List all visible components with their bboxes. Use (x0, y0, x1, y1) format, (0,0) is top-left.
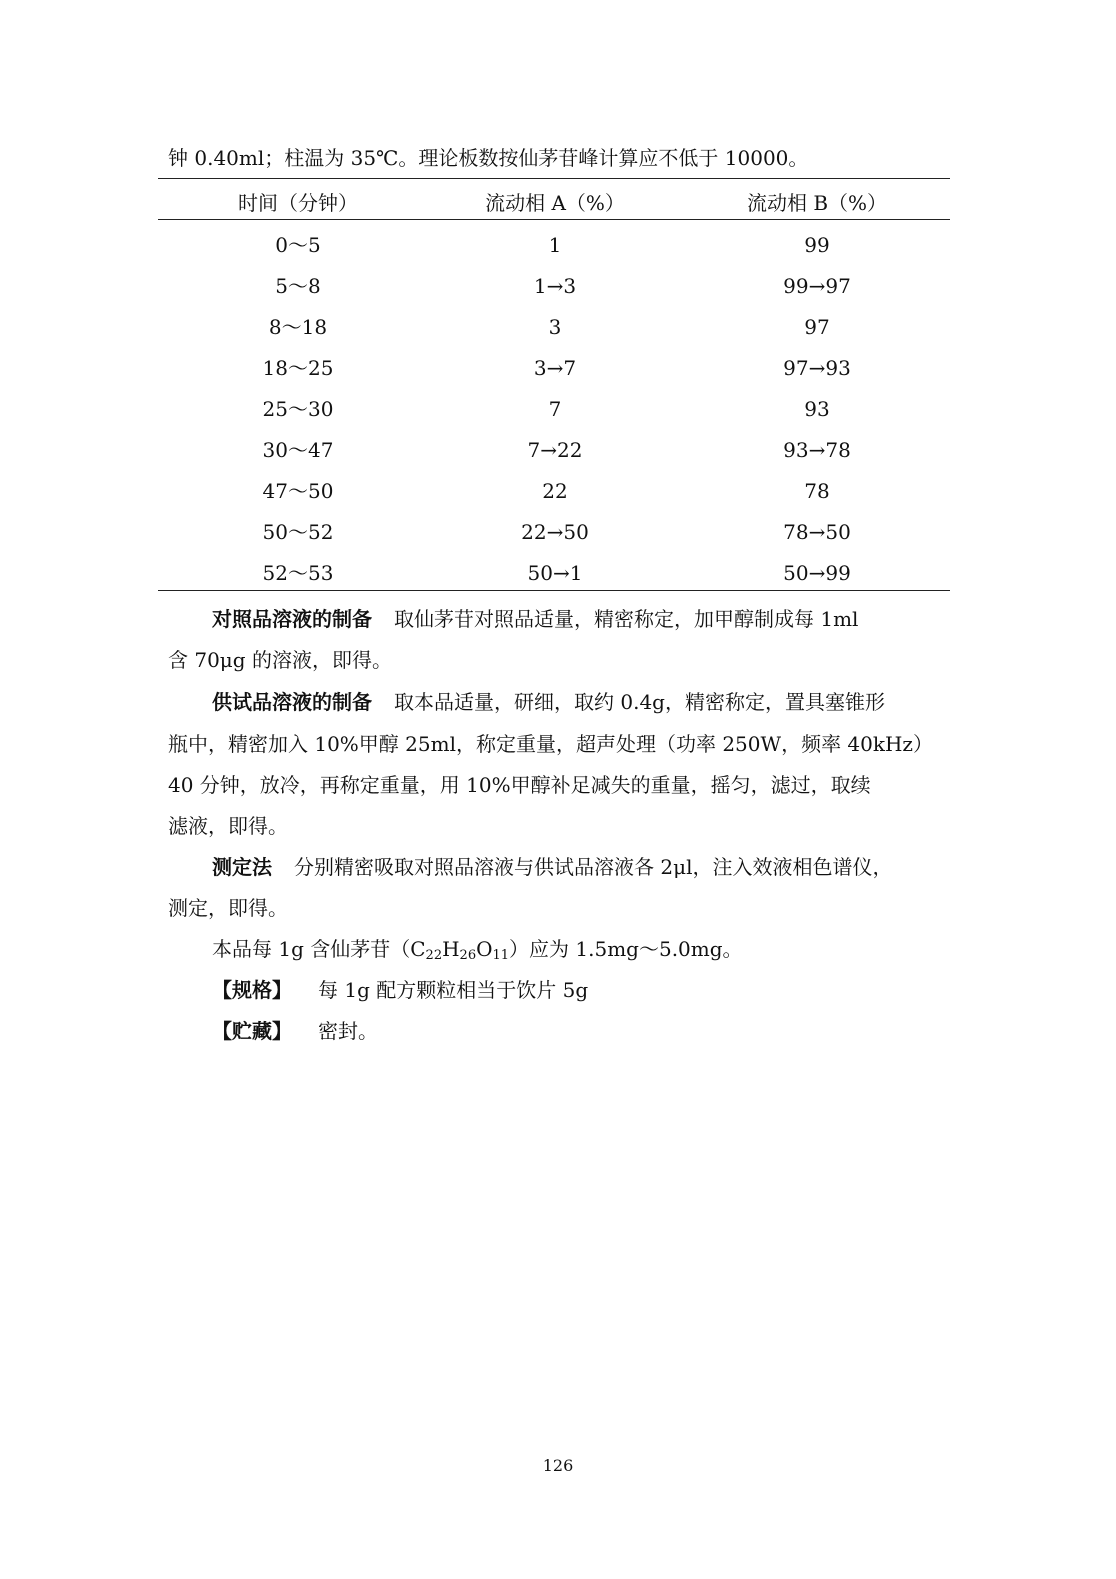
assay-paragraph (212, 855, 948, 879)
cell-phase-b: 99 (804, 233, 830, 257)
reference-solution-text: 取仙茅苷对照品适量，精密称定，加甲醇制成每 1ml (394, 607, 859, 631)
cell-phase-b: 97 (804, 315, 830, 339)
reference-solution-line: 含 70μg 的溶液，即得。 (168, 648, 392, 672)
cell-phase-b: 93 (804, 397, 830, 421)
storage-line (212, 1019, 948, 1043)
cell-phase-b: 78→50 (783, 520, 851, 544)
cell-time: 52～53 (262, 561, 334, 585)
cell-phase-b: 78 (804, 479, 830, 503)
reference-solution-label: 对照品溶液的制备 (212, 607, 372, 631)
table-header-rule (158, 219, 950, 220)
storage-text: 密封。 (318, 1019, 378, 1043)
assay-text: 分别精密吸取对照品溶液与供试品溶液各 2μl，注入效液相色谱仪， (294, 855, 893, 879)
cell-time: 0～5 (275, 233, 321, 257)
specification-text: 每 1g 配方颗粒相当于饮片 5g (318, 978, 589, 1002)
cell-phase-a: 7→22 (527, 438, 583, 462)
cell-phase-a: 50→1 (527, 561, 583, 585)
specification-line (212, 978, 948, 1002)
storage-label: 【贮藏】 (212, 1019, 292, 1043)
cell-time: 25～30 (262, 397, 334, 421)
cell-time: 5～8 (275, 274, 321, 298)
cell-phase-a: 1 (548, 233, 562, 257)
header-phase-b: 流动相 B（%） (746, 191, 888, 215)
assay-label: 测定法 (212, 855, 272, 879)
intro-line: 钟 0.40ml；柱温为 35℃。理论板数按仙茅苷峰计算应不低于 10000。 (168, 146, 809, 170)
cell-phase-b: 97→93 (783, 356, 851, 380)
test-solution-line: 40 分钟，放冷，再称定重量，用 10%甲醇补足减失的重量，摇匀，滤过，取续 (168, 773, 871, 797)
cell-phase-a: 22 (542, 479, 568, 503)
test-solution-line: 滤液，即得。 (168, 814, 288, 838)
cell-phase-b: 99→97 (783, 274, 851, 298)
test-solution-label: 供试品溶液的制备 (212, 690, 372, 714)
test-solution-text: 取本品适量，研细，取约 0.4g，精密称定，置具塞锥形 (394, 690, 885, 714)
test-solution-line: 瓶中，精密加入 10%甲醇 25ml，称定重量，超声处理（功率 250W，频率 40kHz） (168, 732, 933, 756)
table-top-rule (158, 178, 950, 179)
specification-label: 【规格】 (212, 978, 292, 1002)
cell-time: 30～47 (262, 438, 334, 462)
cell-phase-a: 22→50 (521, 520, 589, 544)
cell-time: 8～18 (268, 315, 328, 339)
page-number: 126 (542, 1456, 574, 1475)
reference-solution-paragraph (212, 607, 948, 631)
header-phase-a: 流动相 A（%） (485, 191, 625, 215)
cell-time: 50～52 (262, 520, 334, 544)
header-time: 时间（分钟） (238, 191, 358, 215)
cell-phase-b: 93→78 (783, 438, 851, 462)
cell-time: 18～25 (262, 356, 334, 380)
cell-phase-b: 50→99 (783, 561, 851, 585)
test-solution-paragraph (212, 690, 948, 714)
content-specification: 本品每 1g 含仙茅苷$(C_{22}H_{26}O_{11})$应为 1.5mg～5.0mg。 (212, 937, 743, 963)
table-bottom-rule (158, 590, 950, 591)
cell-phase-a: 3→7 (533, 356, 577, 380)
cell-time: 47～50 (262, 479, 334, 503)
cell-phase-a: 1→3 (533, 274, 577, 298)
cell-phase-a: 3 (548, 315, 562, 339)
assay-line: 测定，即得。 (168, 896, 288, 920)
cell-phase-a: 7 (548, 397, 562, 421)
